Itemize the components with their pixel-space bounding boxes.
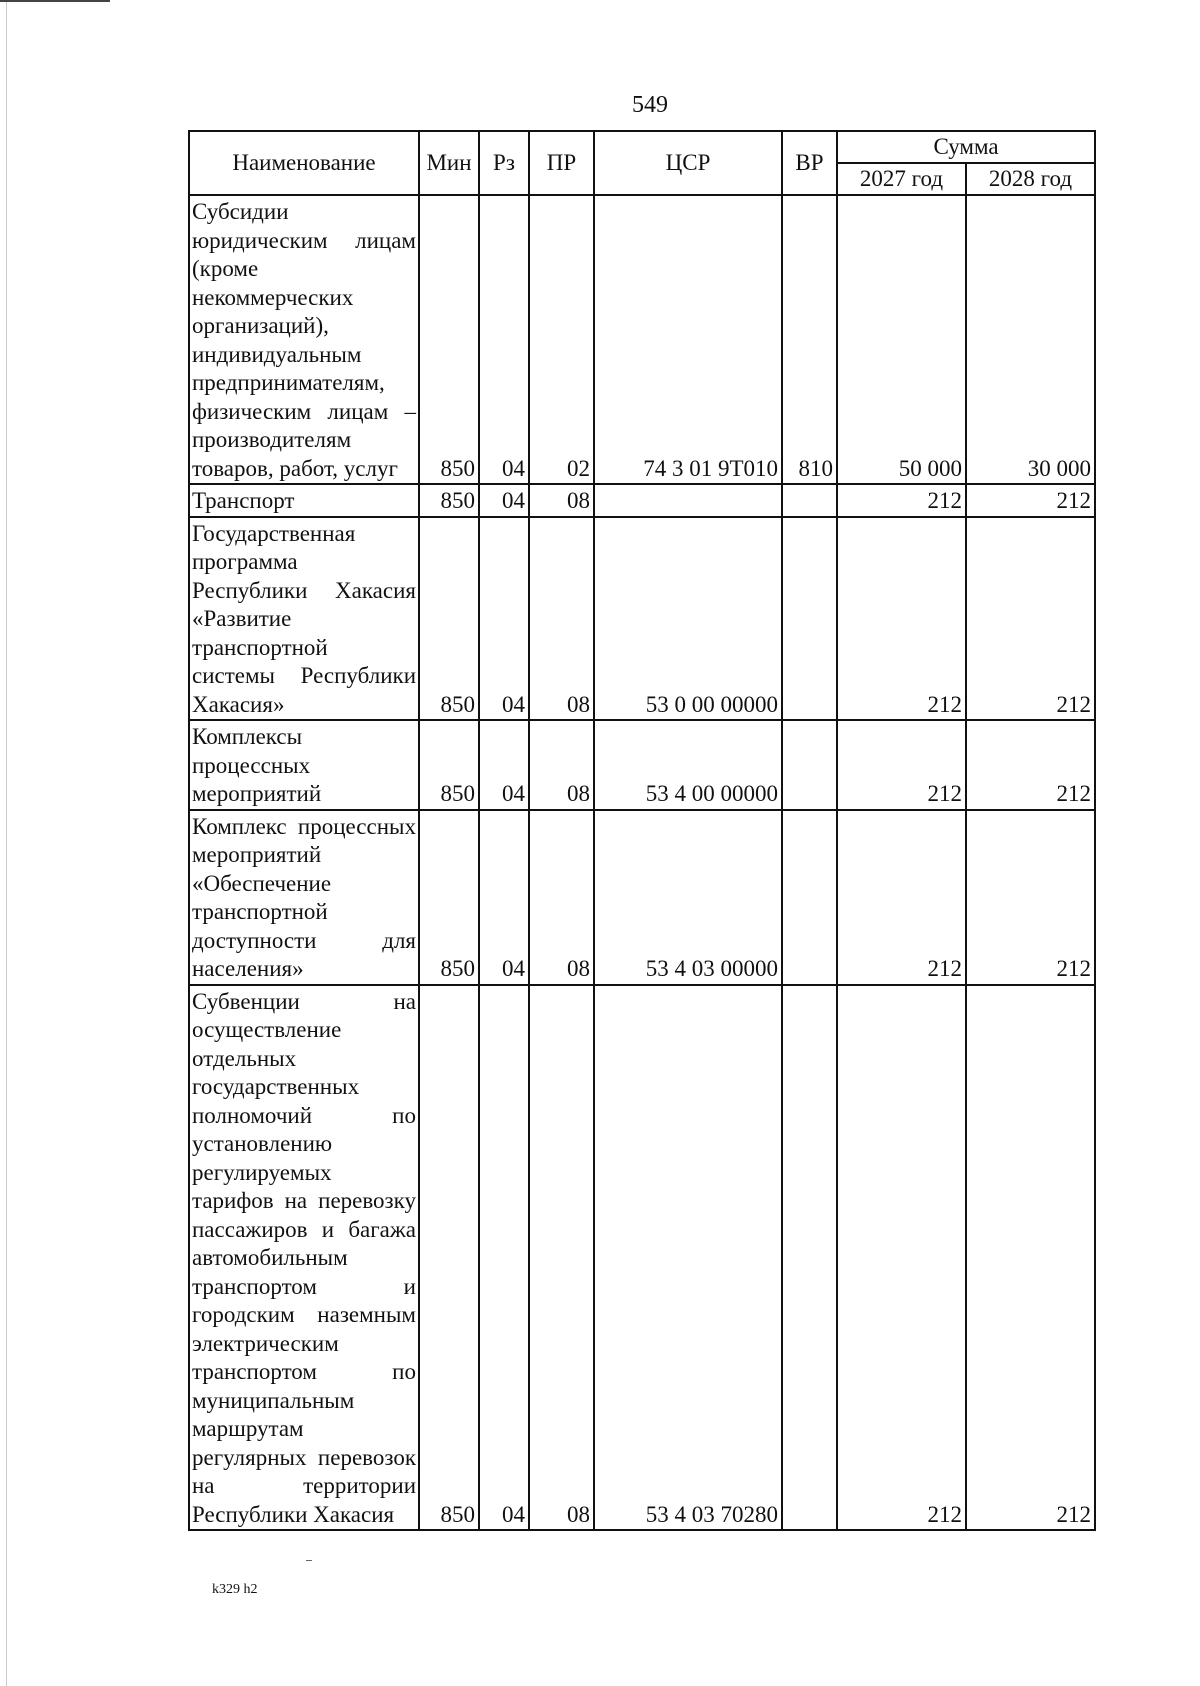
row-csr: 53 4 03 00000 xyxy=(594,810,782,985)
header-row xyxy=(189,131,1095,163)
row-vr xyxy=(782,720,837,810)
row-2028: 212 xyxy=(966,985,1095,1531)
row-2027: 212 xyxy=(837,985,966,1531)
table-row xyxy=(189,484,1095,517)
table-row xyxy=(189,985,1095,1531)
row-2027: 50 000 xyxy=(837,195,966,484)
row-pr: 08 xyxy=(529,810,594,985)
row-min: 850 xyxy=(419,195,479,484)
row-2028: 30 000 xyxy=(966,195,1095,484)
row-csr: 53 4 00 00000 xyxy=(594,720,782,810)
header-pr: ПР xyxy=(529,131,594,195)
row-rz: 04 xyxy=(479,195,529,484)
row-name: Комплекс процессных мероприятий «Обеспечение транспортной доступности для населения» xyxy=(189,810,419,985)
row-name: Комплексы процессных мероприятий xyxy=(189,720,419,810)
row-pr: 08 xyxy=(529,720,594,810)
row-rz: 04 xyxy=(479,484,529,517)
row-min: 850 xyxy=(419,484,479,517)
scan-edge-top xyxy=(0,0,110,2)
row-pr: 08 xyxy=(529,985,594,1531)
row-rz: 04 xyxy=(479,810,529,985)
row-pr: 02 xyxy=(529,195,594,484)
row-name: Транспорт xyxy=(189,484,419,517)
row-2027: 212 xyxy=(837,720,966,810)
row-vr xyxy=(782,517,837,721)
row-pr: 08 xyxy=(529,484,594,517)
row-2028: 212 xyxy=(966,720,1095,810)
row-rz: 04 xyxy=(479,517,529,721)
row-name: Государственная программа Республики Хакасия «Развитие транспортной системы Республики Хакасия» xyxy=(189,517,419,721)
row-vr xyxy=(782,810,837,985)
scan-mark xyxy=(306,1560,312,1561)
row-rz: 04 xyxy=(479,720,529,810)
row-pr: 08 xyxy=(529,517,594,721)
table-row xyxy=(189,810,1095,985)
row-2027: 212 xyxy=(837,517,966,721)
page-number: 549 xyxy=(632,92,668,118)
scan-edge xyxy=(6,0,7,1686)
row-min: 850 xyxy=(419,985,479,1531)
row-2028: 212 xyxy=(966,517,1095,721)
row-min: 850 xyxy=(419,720,479,810)
row-min: 850 xyxy=(419,517,479,721)
row-2027: 212 xyxy=(837,810,966,985)
header-sum: Сумма xyxy=(837,131,1095,163)
row-min: 850 xyxy=(419,810,479,985)
header-year-2028: 2028 год xyxy=(966,163,1095,195)
header-min: Мин xyxy=(419,131,479,195)
row-csr: 53 4 03 70280 xyxy=(594,985,782,1531)
header-rz: Рз xyxy=(479,131,529,195)
table-row xyxy=(189,195,1095,484)
table-row xyxy=(189,720,1095,810)
row-name: Субвенции на осуществление отдельных государственных полномочий по установлению регулируемых тарифов на перевозку пассажиров и багажа автомобильным транспортом и городским наземным электрическим транспортом по муниципальным маршрутам регулярных перевозок на территории Республики Хакасия xyxy=(189,985,419,1531)
header-vr: ВР xyxy=(782,131,837,195)
row-2027: 212 xyxy=(837,484,966,517)
header-csr: ЦСР xyxy=(594,131,782,195)
row-vr xyxy=(782,484,837,517)
row-rz: 04 xyxy=(479,985,529,1531)
row-csr xyxy=(594,484,782,517)
header-year-2027: 2027 год xyxy=(837,163,966,195)
row-vr xyxy=(782,985,837,1531)
header-name: Наименование xyxy=(189,131,419,195)
row-name: Субсидии юридическим лицам (кроме некоммерческих организаций), индивидуальным предпринимателям, физическим лицам – производителям товаров, работ, услуг xyxy=(189,195,419,484)
row-vr: 810 xyxy=(782,195,837,484)
row-2028: 212 xyxy=(966,810,1095,985)
row-2028: 212 xyxy=(966,484,1095,517)
budget-table xyxy=(188,130,1096,1531)
footer-code: k329 h2 xyxy=(212,1582,258,1597)
table-row xyxy=(189,517,1095,721)
row-csr: 74 3 01 9Т010 xyxy=(594,195,782,484)
row-csr: 53 0 00 00000 xyxy=(594,517,782,721)
